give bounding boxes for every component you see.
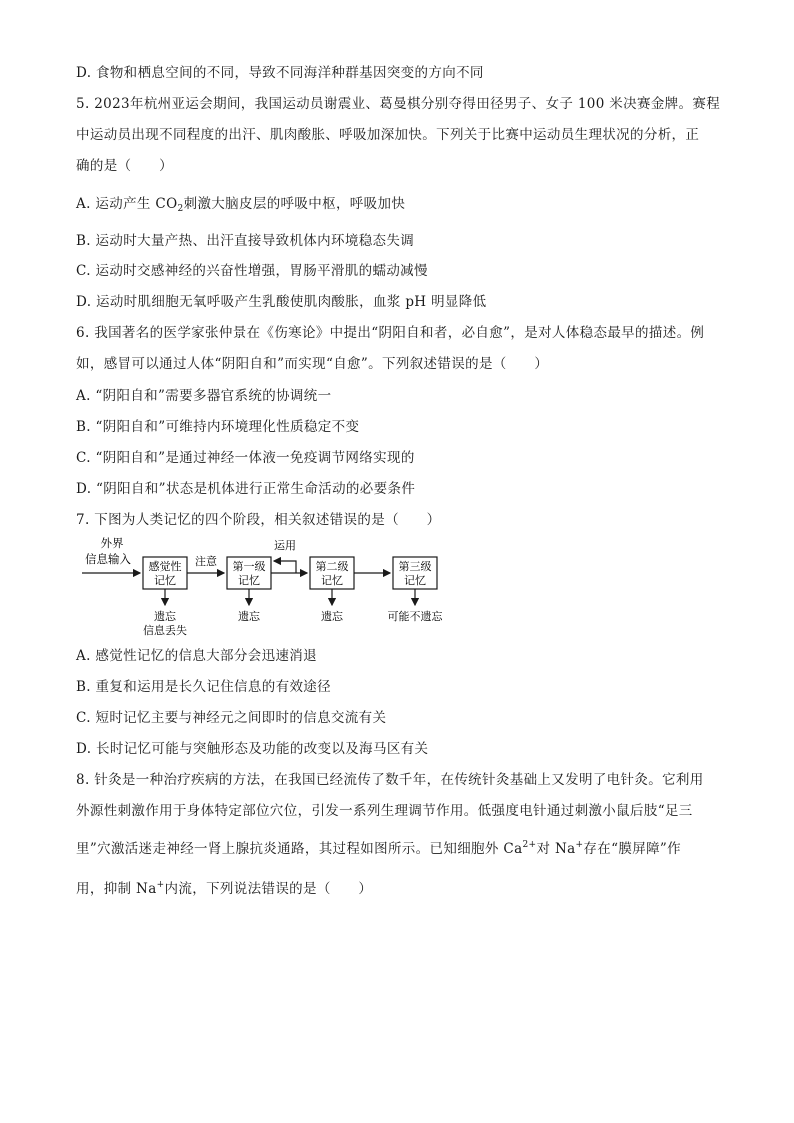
q5-option-a-subscript: 2 <box>177 204 184 214</box>
q5-stem-line1: 5. 2023年杭州亚运会期间，我国运动员谢震业、葛曼棋分别夺得田径男子、女子 100 米决赛金牌。赛程 <box>76 96 721 112</box>
sensory-memory-line2: 记忆 <box>154 574 176 587</box>
q8-stem-line4 <box>76 880 372 898</box>
forget-sensory-line2: 信息丢失 <box>143 624 187 637</box>
use-feedback-arrow <box>274 561 296 573</box>
input-label-line2: 信息输入 <box>85 552 131 566</box>
q7-option-d: D. 长时记忆可能与突触形态及功能的改变以及海马区有关 <box>76 741 429 757</box>
q8-stem-line3 <box>76 840 681 858</box>
q8-line4-text-b: 内流，下列说法错误的是（ ） <box>164 881 373 897</box>
third-level-memory-line2: 记忆 <box>404 574 426 587</box>
q5-option-a-text: A. 运动产生 CO <box>76 196 178 212</box>
not-forget: 可能不遗忘 <box>387 610 443 623</box>
first-level-memory-line1: 第一级 <box>232 560 266 573</box>
q8-line3-text-c: 存在“膜屏障”作 <box>583 841 682 857</box>
second-level-memory-line2: 记忆 <box>321 574 343 587</box>
attention-label: 注意 <box>195 555 217 568</box>
forget-sensory-line1: 遗忘 <box>154 610 176 623</box>
second-level-memory-line1: 第二级 <box>315 560 349 573</box>
q8-line3-text-a: 里”穴激活迷走神经一肾上腺抗炎通路，其过程如图所示。已知细胞外 Ca <box>76 841 523 857</box>
q5-option-c: C. 运动时交感神经的兴奋性增强，胃肠平滑肌的蠕动减慢 <box>76 263 428 279</box>
q5-option-a-rest: 刺激大脑皮层的呼吸中枢，呼吸加快 <box>183 196 406 212</box>
q4-option-d: D. 食物和栖息空间的不同，导致不同海洋种群基因突变的方向不同 <box>76 65 484 81</box>
q5-stem-line3: 确的是（ ） <box>76 158 173 174</box>
q8-stem-line1: 8. 针灸是一种治疗疾病的方法，在我国已经流传了数千年，在传统针灸基础上又发明了电针灸。它利用 <box>76 772 704 788</box>
q6-option-c: C. “阴阳自和”是通过神经一体液一免疫调节网络实现的 <box>76 450 415 466</box>
q5-option-d: D. 运动时肌细胞无氧呼吸产生乳酸使肌肉酸胀，血浆 pH 明显降低 <box>76 294 487 310</box>
input-label-line1: 外界 <box>100 536 124 550</box>
sensory-memory-line1: 感觉性 <box>148 560 182 573</box>
forget-first: 遗忘 <box>238 610 260 623</box>
q5-stem-line2: 中运动员出现不同程度的出汗、肌肉酸胀、呼吸加深加快。下列关于比赛中运动员生理状况的分析，正 <box>76 127 700 143</box>
q8-line4-sodium-charge: + <box>156 880 165 890</box>
q8-line3-calcium-charge: 2+ <box>522 840 537 850</box>
q6-option-d: D. “阴阳自和”状态是机体进行正常生命活动的必要条件 <box>76 481 416 497</box>
q8-line3-sodium-charge: + <box>575 840 584 850</box>
q8-stem-line2: 外源性刺激作用于身体特定部位穴位，引发一系列生理调节作用。低强度电针通过刺激小鼠后肢“足三 <box>76 803 693 819</box>
q7-option-a: A. 感觉性记忆的信息大部分会迅速消退 <box>76 648 317 664</box>
q7-option-b: B. 重复和运用是长久记住信息的有效途径 <box>76 679 332 695</box>
q5-option-b: B. 运动时大量产热、出汗直接导致机体内环境稳态失调 <box>76 233 415 249</box>
q6-option-a: A. “阴阳自和”需要多器官系统的协调统一 <box>76 388 332 404</box>
q8-line3-text-b: 对 Na <box>536 841 576 857</box>
forget-second: 遗忘 <box>321 610 343 623</box>
q6-stem-line2: 如，感冒可以通过人体“阴阳自和”而实现“自愈”。下列叙述错误的是（ ） <box>76 356 549 372</box>
q6-stem-line1: 6. 我国著名的医学家张仲景在《伤寒论》中提出“阴阳自和者，必自愈”，是对人体稳态最早的描述。例 <box>76 325 705 341</box>
q8-line4-text-a: 用，抑制 Na <box>76 881 157 897</box>
third-level-memory-line1: 第三级 <box>398 560 432 573</box>
q7-stem: 7. 下图为人类记忆的四个阶段，相关叙述错误的是（ ） <box>76 512 441 528</box>
memory-stages-diagram <box>78 535 458 640</box>
use-label: 运用 <box>274 539 296 552</box>
q7-option-c: C. 短时记忆主要与神经元之间即时的信息交流有关 <box>76 710 387 726</box>
first-level-memory-line2: 记忆 <box>238 574 260 587</box>
q6-option-b: B. “阴阳自和”可维持内环境理化性质稳定不变 <box>76 419 360 435</box>
q5-option-a <box>76 195 405 213</box>
